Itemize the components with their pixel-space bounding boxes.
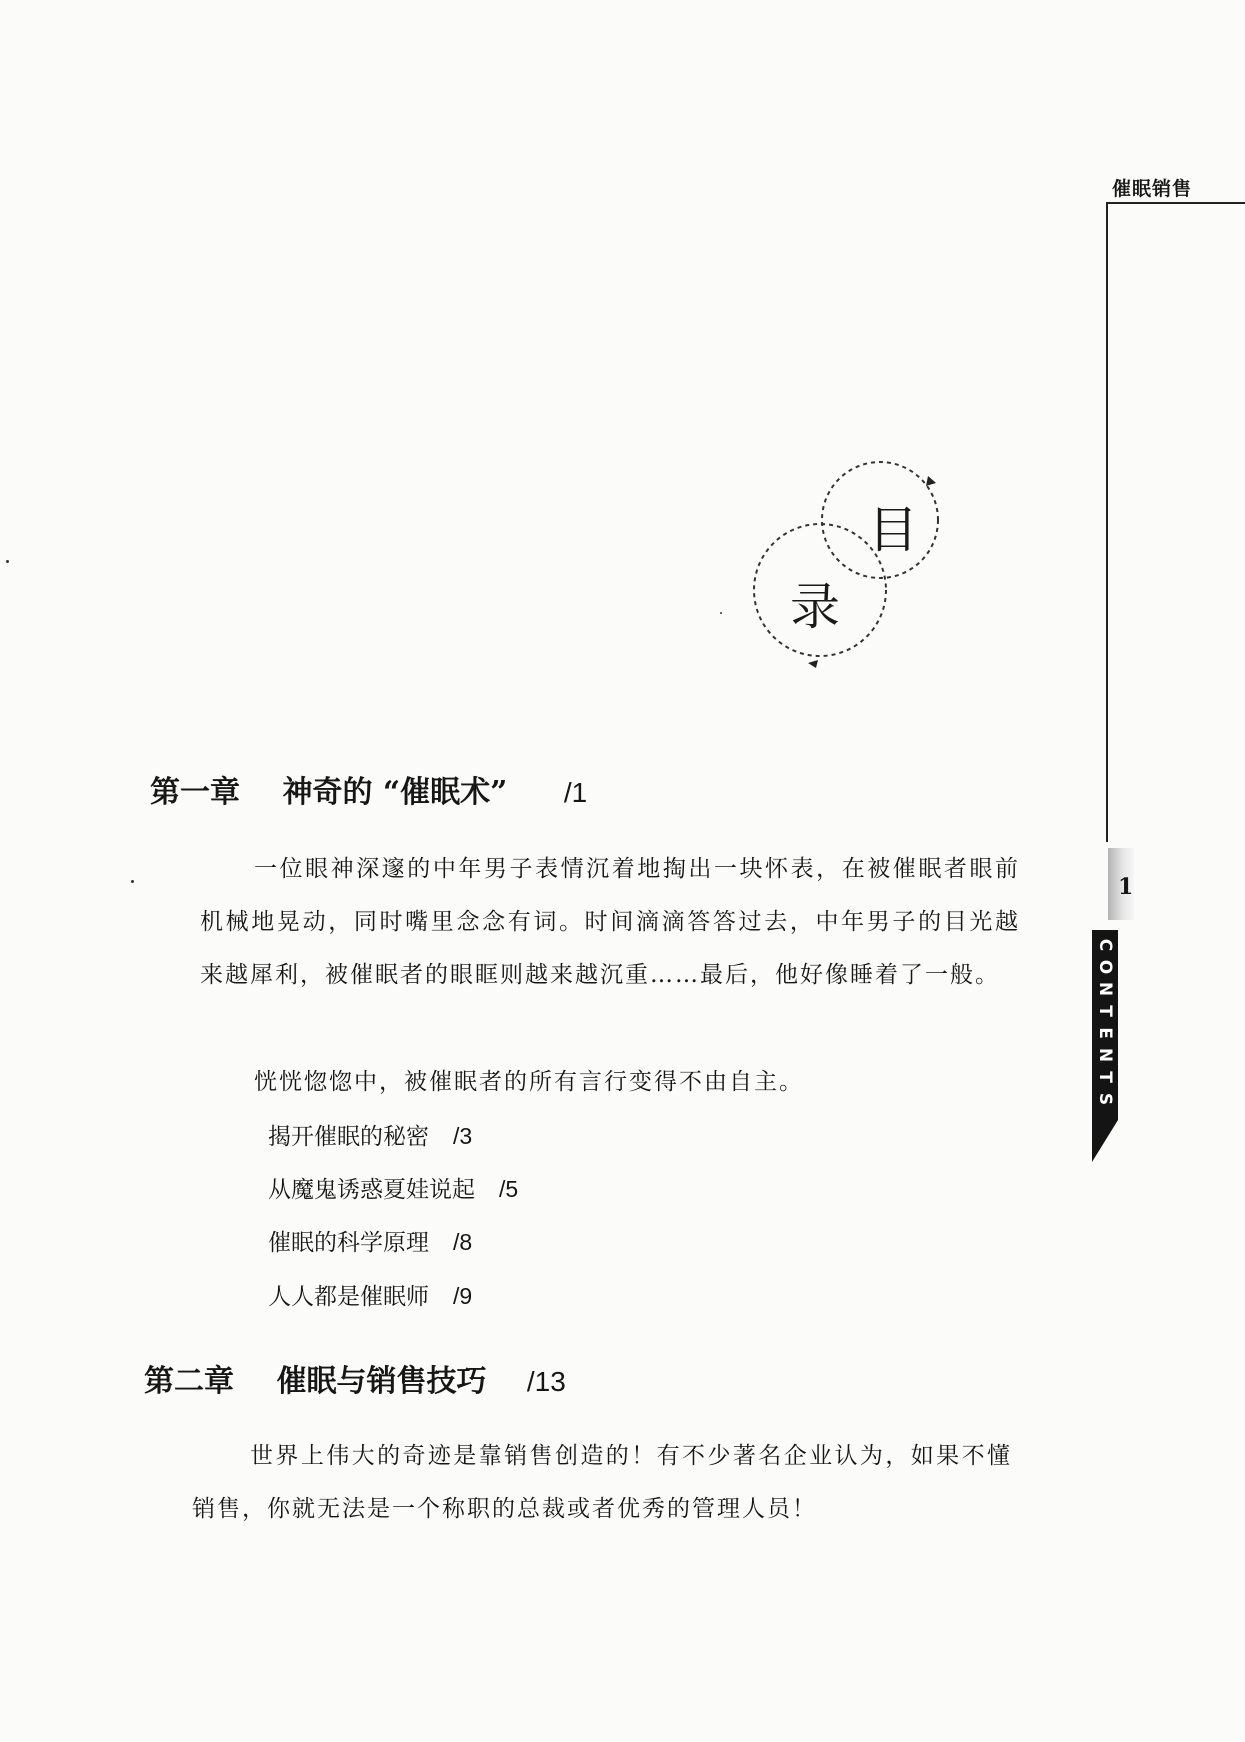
contents-letter: S	[1095, 1092, 1115, 1106]
toc-entry-title: 人人都是催眠师	[268, 1284, 429, 1310]
toc-entry-title: 从魔鬼诱惑夏娃说起	[268, 1177, 475, 1203]
side-rule	[1106, 202, 1108, 842]
scan-speck	[6, 560, 9, 563]
chapter-1-intro: 一位眼神深邃的中年男子表情沉着地掏出一块怀表，在被催眠者眼前机械地晃动，同时嘴里念念有词。时间滴滴答答过去，中年男子的目光越来越犀利，被催眠者的眼眶则越来越沉重……最后，他好像睡着了一般。	[200, 856, 1020, 988]
contents-letter: N	[1095, 1047, 1115, 1063]
chapter-1-heading[interactable]	[150, 767, 587, 811]
contents-letter: C	[1095, 938, 1115, 952]
chapter-number: 第二章	[144, 1364, 234, 1399]
heading-lu: 录	[790, 578, 840, 636]
toc-entry[interactable]	[268, 1171, 518, 1204]
arrow-icon	[808, 660, 818, 668]
chapter-1-intro-2: 恍恍惚惚中，被催眠者的所有言行变得不由自主。	[254, 1069, 804, 1095]
page-number: 1	[1118, 874, 1134, 900]
arrow-icon	[926, 476, 936, 486]
contents-label	[1092, 934, 1118, 1110]
running-head: 催眠销售	[1112, 178, 1193, 200]
toc-entry-title: 催眠的科学原理	[268, 1230, 429, 1256]
dashed-circles-decoration	[740, 450, 960, 680]
toc-entry[interactable]	[268, 1118, 472, 1151]
chapter-page: /13	[526, 1366, 566, 1397]
heading-mu: 目	[868, 501, 918, 559]
chapter-page: /1	[563, 777, 588, 808]
chapter-2-intro: 世界上伟大的奇迹是靠销售创造的！有不少著名企业认为，如果不懂销售，你就无法是一个称职的总裁或者优秀的管理人员！	[192, 1443, 1012, 1522]
toc-entry-page: /3	[453, 1123, 473, 1149]
chapter-title: 神奇的 “催眠术”	[282, 775, 508, 810]
toc-entry-page: /5	[499, 1176, 519, 1202]
toc-entry-page: /8	[453, 1229, 473, 1255]
scan-speck	[720, 612, 722, 614]
header-rule	[1106, 202, 1245, 204]
contents-letter: E	[1095, 1027, 1115, 1039]
contents-letter: T	[1095, 1071, 1115, 1083]
toc-entry-title: 揭开催眠的秘密	[268, 1124, 429, 1150]
contents-letter: N	[1095, 981, 1115, 997]
toc-heading	[740, 450, 960, 680]
contents-letter: T	[1095, 1005, 1115, 1017]
toc-entry-page: /9	[453, 1283, 473, 1309]
chapter-number: 第一章	[150, 775, 240, 810]
toc-entry[interactable]	[268, 1224, 472, 1257]
chapter-2-heading[interactable]	[144, 1356, 566, 1400]
scan-speck	[131, 880, 134, 883]
toc-entry[interactable]	[268, 1278, 472, 1311]
chapter-title: 催眠与销售技巧	[276, 1364, 487, 1399]
contents-letter: O	[1095, 959, 1115, 975]
